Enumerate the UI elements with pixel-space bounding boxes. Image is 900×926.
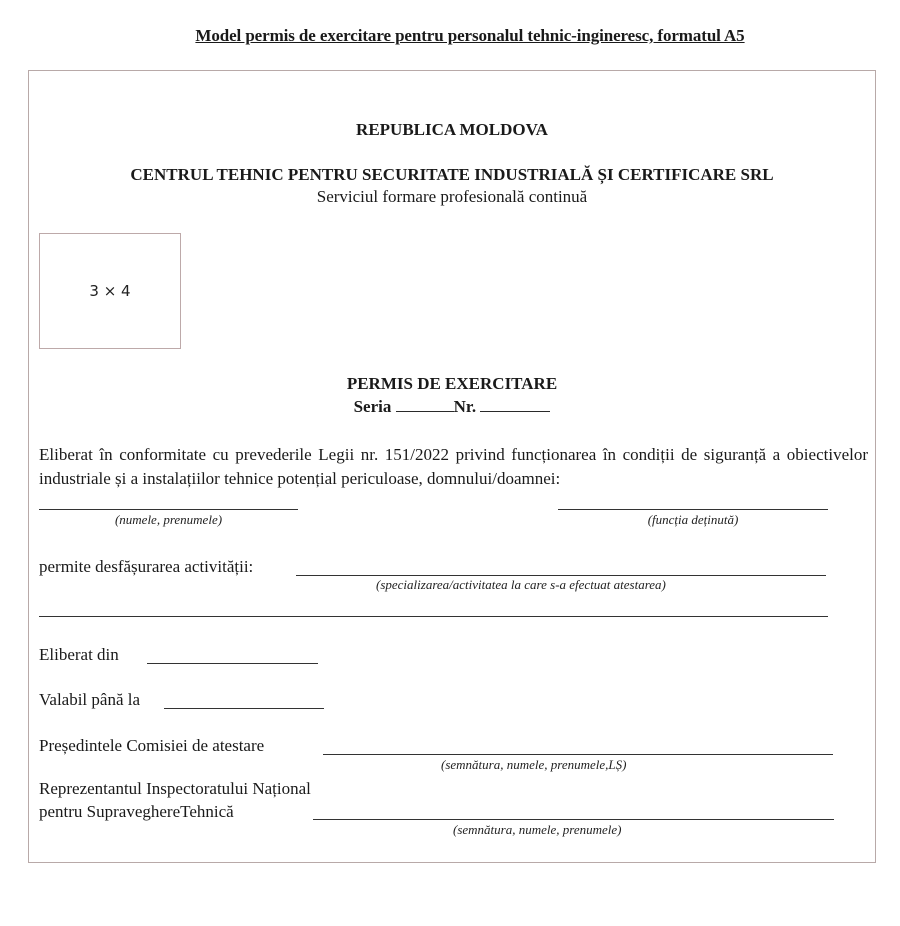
issued-paragraph: Eliberat în conformitate cu prevederile Legii nr. 151/2022 privind funcționarea în condiții de siguranță a obiectivelor industriale și a instalațiilor tehnice potențial periculoase, domnului/doamnei:: [39, 445, 868, 488]
representative-label-line2: pentru SupraveghereTehnică: [39, 802, 234, 821]
series-number-line: [28, 397, 876, 417]
valid-until-label: Valabil până la: [39, 690, 141, 709]
position-line: [558, 509, 828, 510]
representative-caption: (semnătura, numele, prenumele): [453, 822, 622, 837]
series-label: Seria: [353, 397, 392, 416]
president-label: Președintele Comisiei de atestare: [39, 736, 265, 755]
position-caption: (funcția deținută): [647, 512, 739, 527]
document-caption-title: Model permis de exercitare pentru personalul tehnic-ingineresc, formatul A5: [195, 26, 745, 45]
country-heading: REPUBLICA MOLDOVA: [356, 120, 548, 139]
activity-caption: (specializarea/activitatea la care s-a efectuat atestarea): [376, 577, 666, 592]
organization-heading: CENTRUL TEHNIC PENTRU SECURITATE INDUSTRIALĂ ȘI CERTIFICARE SRL: [130, 165, 774, 184]
series-blank: [396, 397, 454, 412]
issued-from-line: [147, 663, 318, 664]
photo-size-label: 3 × 4: [89, 282, 131, 300]
number-label: Nr.: [453, 397, 477, 416]
issued-from-label: Eliberat din: [39, 645, 119, 664]
permit-title: PERMIS DE EXERCITARE: [346, 374, 558, 393]
name-line: [39, 509, 298, 510]
president-signature-line: [323, 754, 833, 755]
name-caption: (numele, prenumele): [114, 512, 223, 527]
photo-placeholder: [39, 233, 181, 349]
president-caption: (semnătura, numele, prenumele,LȘ): [441, 757, 627, 772]
representative-label-line1: Reprezentantul Inspectoratului Național: [39, 779, 311, 798]
service-subheading: Serviciul formare profesională continuă: [316, 187, 588, 206]
valid-until-line: [164, 708, 324, 709]
activity-label: permite desfășurarea activității:: [39, 557, 254, 576]
activity-line: [296, 575, 826, 576]
activity-continuation-line: [39, 616, 828, 617]
number-blank: [480, 397, 550, 412]
representative-signature-line: [313, 819, 834, 820]
